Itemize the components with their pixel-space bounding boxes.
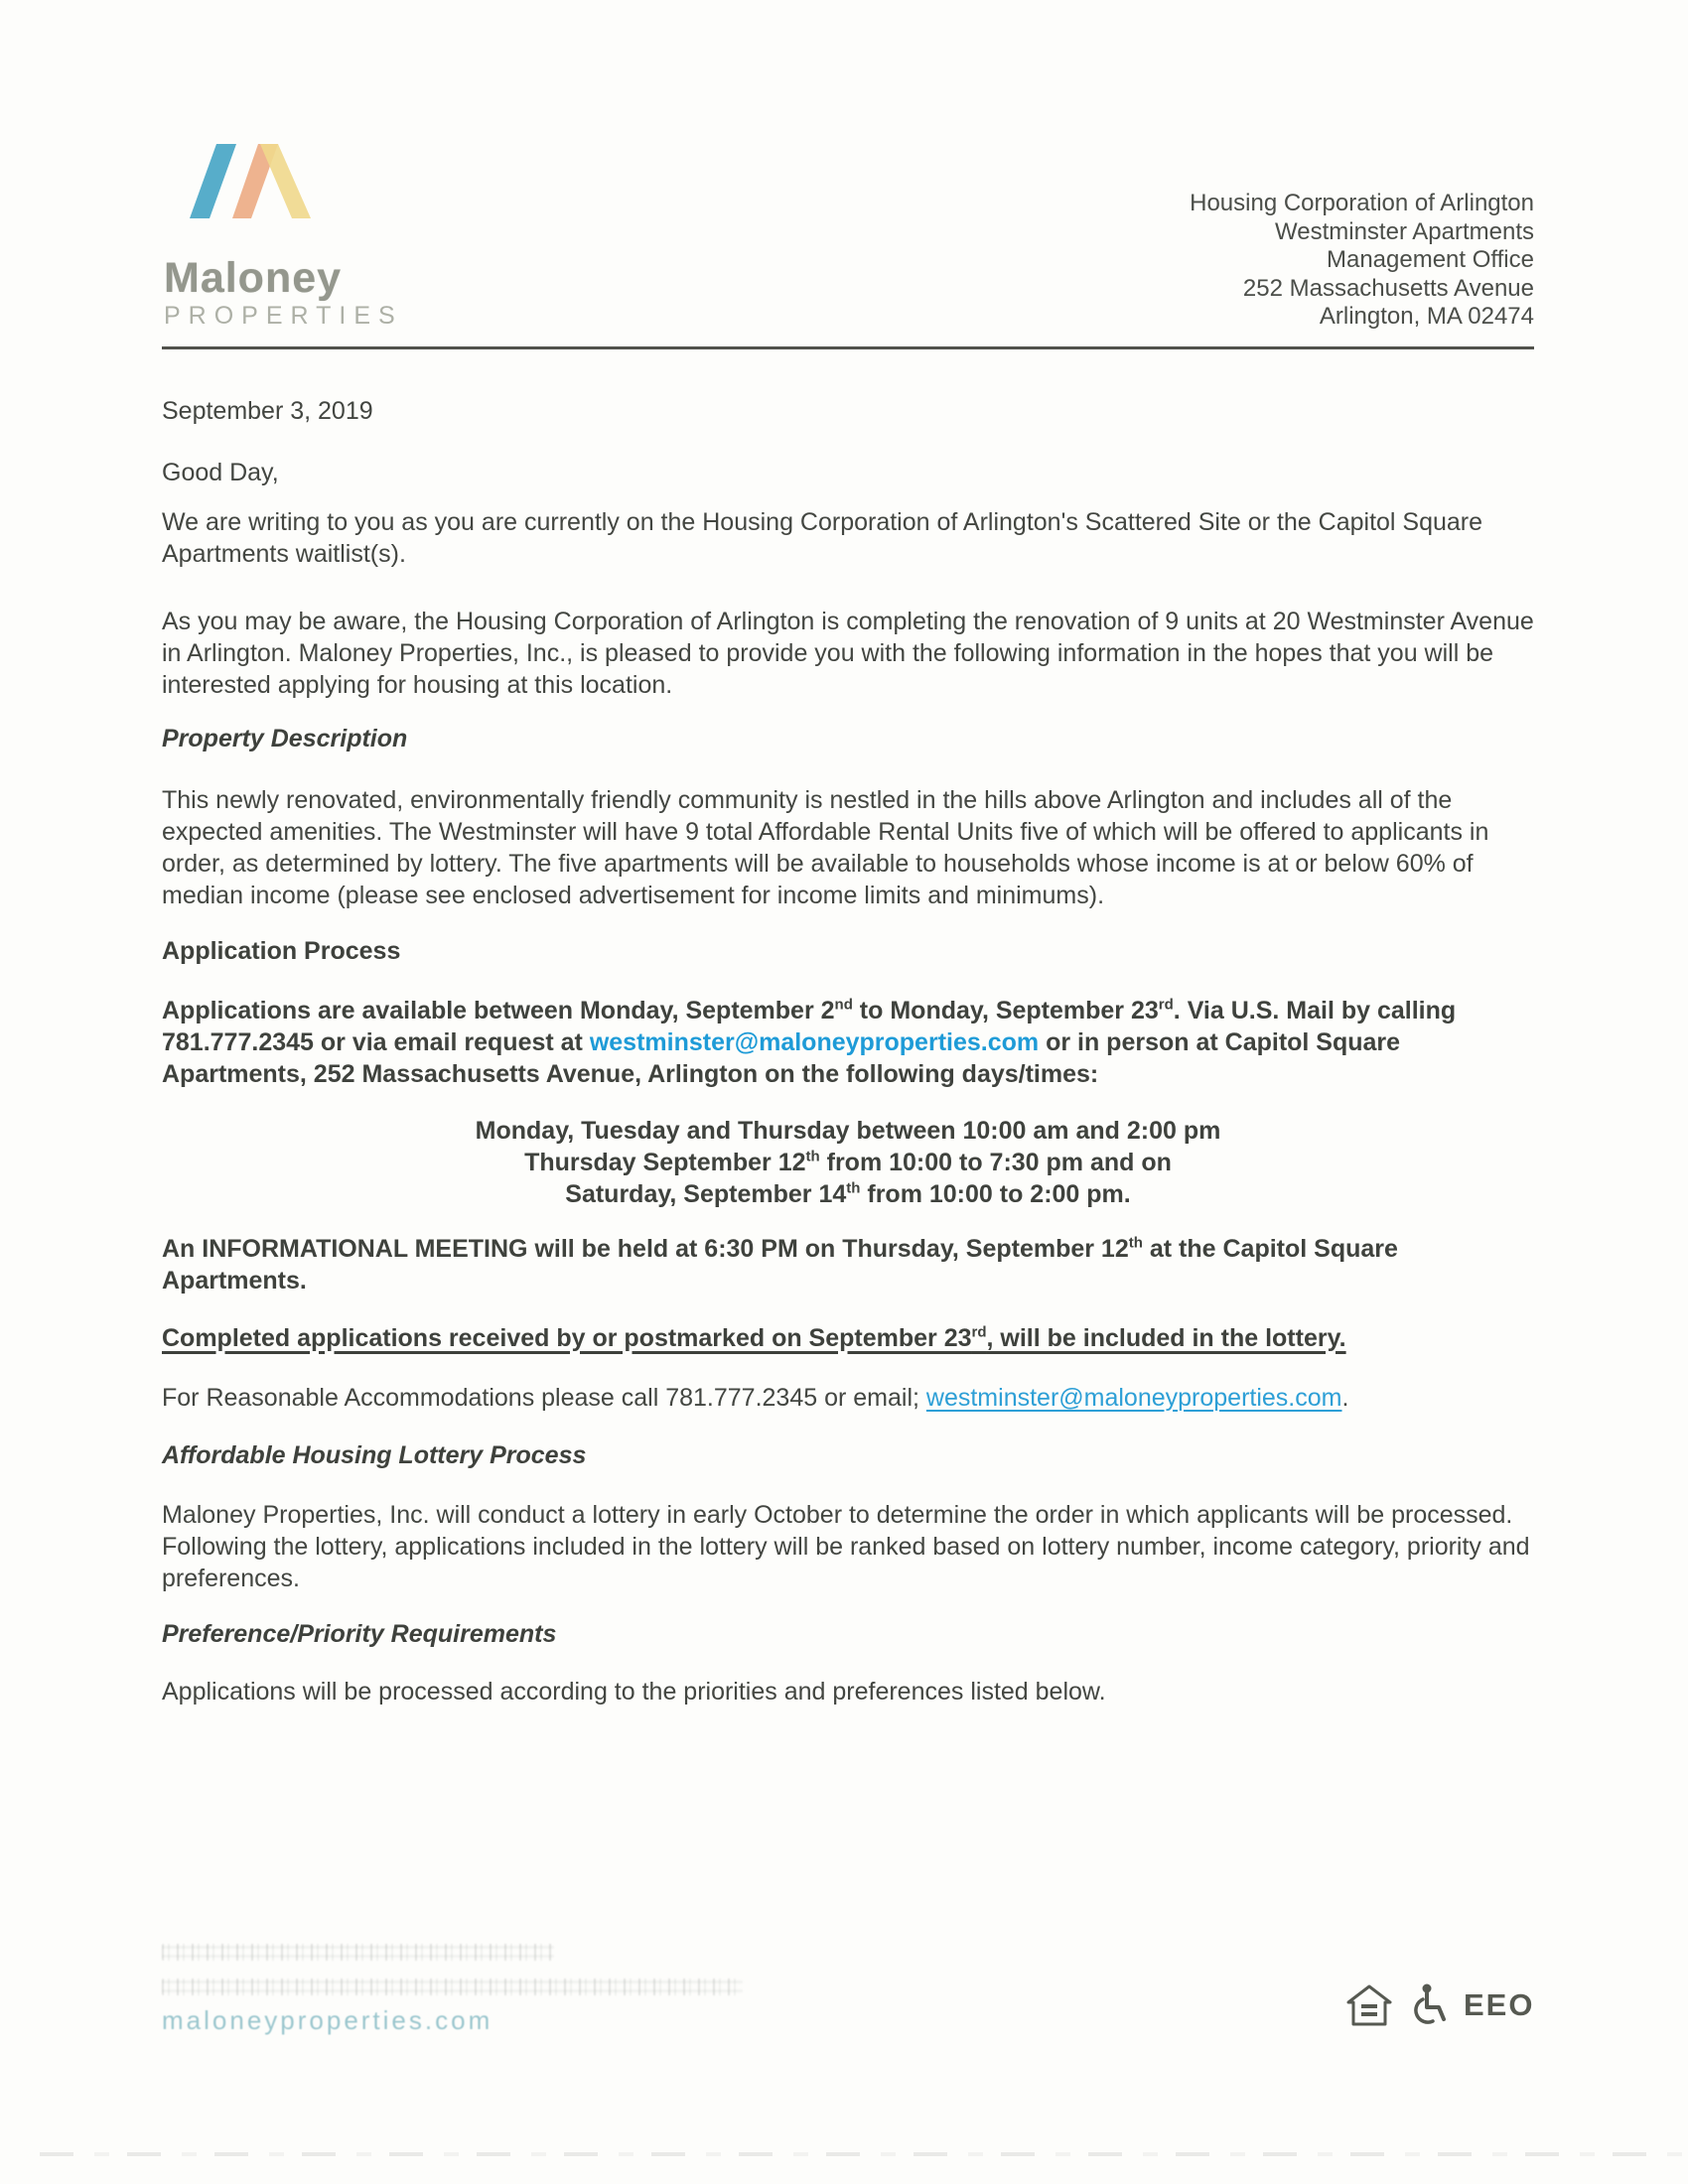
accommodations-text: . <box>1341 1383 1349 1412</box>
equal-housing-opportunity-icon <box>1346 1983 1392 2027</box>
heading-lottery-process: Affordable Housing Lottery Process <box>162 1440 587 1469</box>
schedule-line-2 <box>162 1147 1534 1178</box>
salutation: Good Day, <box>162 458 279 486</box>
heading-preference-priority: Preference/Priority Requirements <box>162 1619 557 1648</box>
heading-property-description: Property Description <box>162 724 408 752</box>
apply-text: . Via U.S. Mail by calling 781.777.2345 or via email request at <box>162 996 1457 1056</box>
paragraph-renovation: As you may be aware, the Housing Corporation of Arlington is completing the renovation of 9 units at 20 Westminster Avenue in Arlington. Maloney Properties, Inc., is pleased to provide you with the following information in the hopes that you will be interested applying for housing at this location. <box>162 607 1534 699</box>
schedule-line-1: Monday, Tuesday and Thursday between 10:00 am and 2:00 pm <box>475 1116 1221 1145</box>
ordinal-superscript: nd <box>834 996 853 1014</box>
address-line: Housing Corporation of Arlington <box>1190 190 1534 216</box>
maloney-logo-mark-icon <box>190 141 311 220</box>
address-line: Arlington, MA 02474 <box>1319 303 1534 330</box>
deadline-text: , will be included in the lottery. <box>986 1323 1346 1352</box>
apply-text: or in person at Capitol Square Apartments, 252 Massachusetts Avenue, Arlington on the following days/times: <box>162 1027 1401 1088</box>
scan-artifact-line <box>40 2152 1688 2156</box>
paragraph-priorities: Applications will be processed according to the priorities and preferences listed below. <box>162 1677 1106 1706</box>
ordinal-superscript: rd <box>971 1323 987 1341</box>
address-line: Management Office <box>1326 246 1534 273</box>
letterhead-divider <box>162 346 1534 349</box>
brand-name: Maloney <box>164 254 343 302</box>
footer-website: maloneyproperties.com <box>162 2005 493 2035</box>
ordinal-superscript: rd <box>1158 996 1174 1014</box>
meeting-text: An INFORMATIONAL MEETING will be held at 6:30 PM on Thursday, September 12 <box>162 1234 1129 1263</box>
apply-text: to Monday, September 23 <box>852 996 1159 1024</box>
address-line: Westminster Apartments <box>1275 217 1534 245</box>
ordinal-superscript: th <box>805 1148 820 1165</box>
address-line: 252 Massachusetts Avenue <box>1242 274 1534 302</box>
maloney-properties-logo <box>162 141 403 330</box>
paragraph-informational-meeting <box>162 1233 1534 1297</box>
schedule-text: Saturday, September 14 <box>565 1179 847 1208</box>
westminster-email-link[interactable]: westminster@maloneyproperties.com <box>589 1027 1040 1056</box>
schedule-text: from 10:00 to 7:30 pm and on <box>819 1148 1172 1176</box>
paragraph-waitlist: We are writing to you as you are currently on the Housing Corporation of Arlington's Scattered Site or the Capitol Square Apartments waitlist(s). <box>162 507 1483 568</box>
heading-application-process: Application Process <box>162 936 401 965</box>
letter-date: September 3, 2019 <box>162 396 373 425</box>
wheelchair-accessibility-icon <box>1409 1983 1447 2027</box>
footer-illegible-address-line <box>162 1944 554 1961</box>
schedule-line-3 <box>162 1178 1534 1210</box>
paragraph-reasonable-accommodations <box>162 1382 1534 1414</box>
ordinal-superscript: th <box>846 1179 861 1197</box>
eeo-label: EEO <box>1464 1987 1535 2022</box>
brand-subname: PROPERTIES <box>164 302 403 330</box>
paragraph-application-deadline <box>162 1322 1534 1354</box>
schedule-text: Thursday September 12 <box>524 1148 806 1176</box>
deadline-text: Completed applications received by or postmarked on September 23 <box>162 1323 972 1352</box>
office-hours-schedule <box>162 1115 1534 1210</box>
letterhead-address-block <box>1190 190 1534 332</box>
accommodations-text: For Reasonable Accommodations please call 781.777.2345 or email; <box>162 1383 926 1412</box>
letterhead <box>162 0 1534 332</box>
meeting-text: at the Capitol Square Apartments. <box>162 1234 1398 1295</box>
paragraph-lottery-process: Maloney Properties, Inc. will conduct a lottery in early October to determine the order in which applicants will be processed. Following the lottery, applications included in the lottery will be ranked based on lottery number, income category, priority and preferences. <box>162 1500 1530 1592</box>
ordinal-superscript: th <box>1128 1234 1143 1252</box>
apply-text: Applications are available between Monday, September 2 <box>162 996 835 1024</box>
paragraph-property-description: This newly renovated, environmentally friendly community is nestled in the hills above Arlington and includes all of the expected amenities. The Westminster will have 9 total Affordable Rental Units five of which will be offered to applicants in order, as determined by lottery. The five apartments will be available to households whose income is at or below 60% of median income (please see enclosed advertisement for income limits and minimums). <box>162 785 1489 909</box>
paragraph-application-availability <box>162 995 1534 1090</box>
footer-illegible-phone-line <box>162 1979 743 1995</box>
deadline-underlined-text <box>162 1324 1346 1352</box>
westminster-email-link[interactable]: westminster@maloneyproperties.com <box>925 1383 1342 1412</box>
schedule-text: from 10:00 to 2:00 pm. <box>860 1179 1131 1208</box>
footer-compliance-icons <box>1346 1983 1534 2027</box>
